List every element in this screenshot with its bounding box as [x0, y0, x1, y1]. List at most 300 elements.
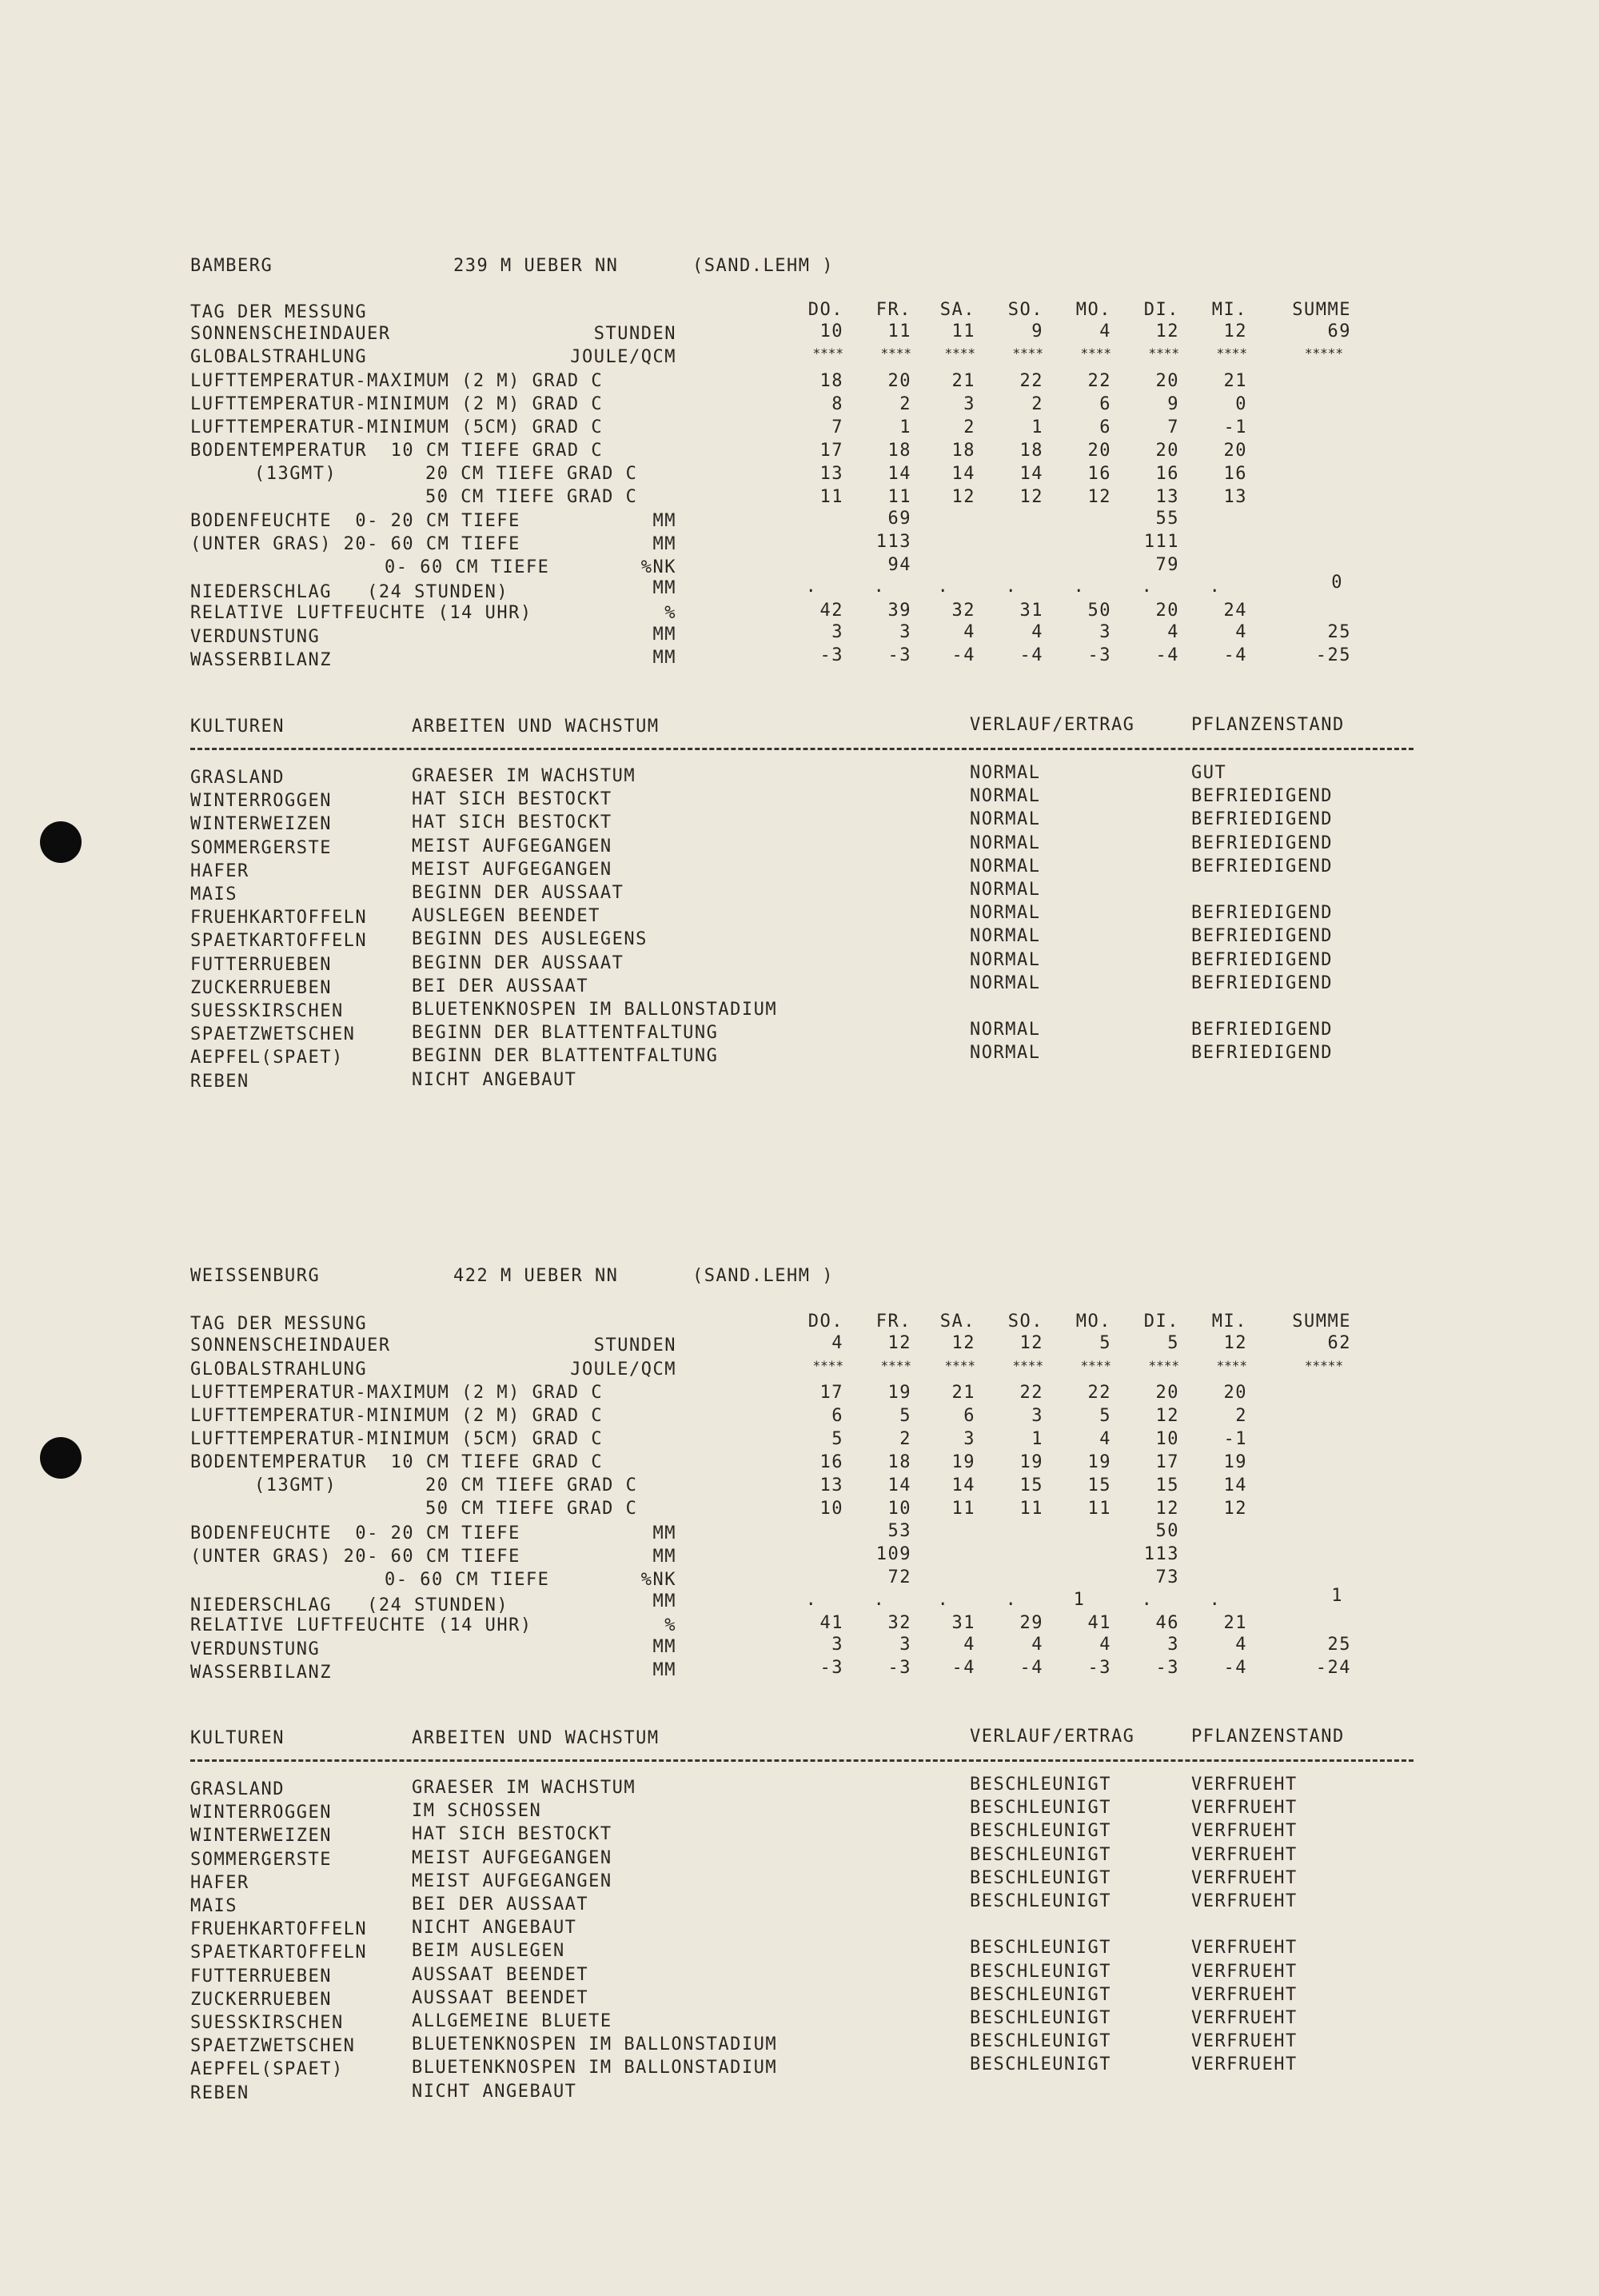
- header-arbeiten: ARBEITEN UND WACHSTUM: [412, 717, 660, 737]
- boden20-value: 14: [887, 1475, 911, 1495]
- crop-progress: BESCHLEUNIGT: [970, 1798, 1111, 1818]
- label-sonnenscheindauer: SONNENSCHEINDAUER: [190, 1336, 391, 1356]
- moisture-20-fr: 53: [887, 1521, 911, 1541]
- crop-progress: NORMAL: [970, 809, 1041, 829]
- crop-condition: VERFRUEHT: [1191, 1962, 1298, 1982]
- humidity-value: 39: [887, 601, 911, 621]
- crop-condition: VERFRUEHT: [1191, 1985, 1298, 2005]
- precipitation-value: .: [1141, 1590, 1154, 1610]
- sunshine-value: 4: [1099, 321, 1111, 341]
- precipitation-value: .: [873, 577, 886, 597]
- tmax-value: 21: [1223, 371, 1247, 391]
- sunshine-value: 9: [1031, 321, 1043, 341]
- unit-percent: %: [664, 603, 676, 623]
- radiation-missing: ****: [1080, 345, 1111, 361]
- crop-activity: NICHT ANGEBAUT: [412, 1070, 577, 1090]
- sunshine-sum: 62: [1327, 1333, 1351, 1353]
- humidity-value: 41: [1087, 1613, 1111, 1633]
- boden10-value: 19: [951, 1452, 975, 1472]
- label-tmax: LUFTTEMPERATUR-MAXIMUM (2 M) GRAD C: [190, 1383, 604, 1403]
- evaporation-value: 4: [1167, 622, 1179, 642]
- label-boden20: 20 CM TIEFE GRAD C: [425, 464, 638, 484]
- crop-progress: NORMAL: [970, 857, 1041, 876]
- day-header: MO.: [1075, 1312, 1111, 1332]
- crop-name: FUTTERRUEBEN: [190, 1967, 332, 1987]
- crop-condition: VERFRUEHT: [1191, 1891, 1298, 1911]
- crop-activity: HAT SICH BESTOCKT: [412, 813, 612, 833]
- humidity-value: 32: [951, 601, 975, 621]
- unit-stunden: STUNDEN: [593, 324, 676, 344]
- crop-progress: NORMAL: [970, 833, 1041, 853]
- sunshine-value: 12: [951, 1333, 975, 1353]
- day-header: FR.: [875, 1312, 911, 1332]
- crop-condition: VERFRUEHT: [1191, 2031, 1298, 2051]
- label-bodenfeuchte-60: (UNTER GRAS) 20- 60 CM TIEFE: [190, 534, 520, 554]
- day-header: SA.: [939, 300, 975, 320]
- crop-name: WINTERROGGEN: [190, 791, 332, 811]
- label-tmin5: LUFTTEMPERATUR-MINIMUM (5CM) GRAD C: [190, 1429, 604, 1449]
- tmax-value: 22: [1019, 1383, 1043, 1403]
- tmin5-value: 3: [963, 1429, 975, 1449]
- boden50-value: 10: [819, 1499, 843, 1519]
- tmax-value: 19: [887, 1383, 911, 1403]
- crop-progress: NORMAL: [970, 973, 1041, 993]
- crop-condition: VERFRUEHT: [1191, 2054, 1298, 2074]
- boden50-value: 12: [1087, 487, 1111, 507]
- radiation-missing: ****: [944, 345, 975, 361]
- crop-progress: BESCHLEUNIGT: [970, 1891, 1111, 1911]
- precipitation-value: .: [937, 1590, 950, 1610]
- summe-header: SUMME: [1292, 300, 1351, 320]
- water-balance-value: -3: [1155, 1658, 1179, 1678]
- unit-mm: MM: [652, 1591, 676, 1611]
- tmax-value: 17: [819, 1383, 843, 1403]
- tmin5-value: 6: [1099, 417, 1111, 437]
- crop-activity: BLUETENKNOSPEN IM BALLONSTADIUM: [412, 2034, 778, 2054]
- boden20-value: 14: [1223, 1475, 1247, 1495]
- moisture-060-fr: 72: [887, 1567, 911, 1587]
- crop-progress: BESCHLEUNIGT: [970, 1962, 1111, 1982]
- water-balance-value: -4: [1223, 1658, 1247, 1678]
- crop-condition: GUT: [1191, 763, 1227, 783]
- boden50-value: 12: [1223, 1499, 1247, 1519]
- label-niederschlag: NIEDERSCHLAG (24 STUNDEN): [190, 1595, 509, 1615]
- radiation-missing: ****: [812, 345, 843, 361]
- tmin2-value: 6: [831, 1406, 843, 1426]
- boden20-value: 15: [1087, 1475, 1111, 1495]
- sunshine-value: 11: [951, 321, 975, 341]
- tmin2-value: 5: [899, 1406, 911, 1426]
- crop-activity: MEIST AUFGEGANGEN: [412, 1871, 612, 1891]
- crop-condition: VERFRUEHT: [1191, 1798, 1298, 1818]
- crop-condition: BEFRIEDIGEND: [1191, 973, 1333, 993]
- precipitation-value: .: [1005, 577, 1018, 597]
- radiation-missing: ****: [1080, 1358, 1111, 1373]
- label-globalstrahlung: GLOBALSTRAHLUNG: [190, 347, 368, 367]
- header-pflanzenstand: PFLANZENSTAND: [1191, 1727, 1345, 1747]
- crop-activity: BEGINN DER BLATTENTFALTUNG: [412, 1046, 719, 1066]
- boden50-value: 13: [1223, 487, 1247, 507]
- tmin2-value: 3: [1031, 1406, 1043, 1426]
- day-header: DI.: [1143, 1312, 1179, 1332]
- crop-condition: VERFRUEHT: [1191, 2008, 1298, 2028]
- boden20-value: 14: [951, 1475, 975, 1495]
- header-kulturen: KULTUREN: [190, 1728, 285, 1748]
- humidity-value: 41: [819, 1613, 843, 1633]
- crop-progress: NORMAL: [970, 926, 1041, 946]
- day-header: DO.: [807, 1312, 843, 1332]
- humidity-value: 42: [819, 601, 843, 621]
- crop-activity: BEI DER AUSSAAT: [412, 976, 589, 996]
- crop-progress: BESCHLEUNIGT: [970, 1775, 1111, 1795]
- crop-progress: BESCHLEUNIGT: [970, 2031, 1111, 2051]
- crop-condition: BEFRIEDIGEND: [1191, 926, 1333, 946]
- radiation-missing: ****: [880, 345, 911, 361]
- label-bodenfeuchte-060: 0- 60 CM TIEFE: [385, 557, 550, 577]
- evaporation-value: 4: [1099, 1635, 1111, 1655]
- tmin5-value: -1: [1223, 1429, 1247, 1449]
- crop-condition: BEFRIEDIGEND: [1191, 833, 1333, 853]
- label-tmin2: LUFTTEMPERATUR-MINIMUM (2 M) GRAD C: [190, 394, 604, 414]
- evaporation-value: 3: [1167, 1635, 1179, 1655]
- radiation-missing: ****: [1216, 345, 1247, 361]
- water-balance-value: -3: [819, 1658, 843, 1678]
- crop-name: SPAETKARTOFFELN: [190, 931, 368, 951]
- boden10-value: 19: [1019, 1452, 1043, 1472]
- boden50-value: 11: [951, 1499, 975, 1519]
- precipitation-sum: 1: [1331, 1586, 1343, 1606]
- unit-mm: MM: [652, 1547, 676, 1567]
- label-boden10: BODENTEMPERATUR 10 CM TIEFE GRAD C: [190, 1452, 604, 1472]
- precipitation-value: .: [805, 577, 818, 597]
- crop-name: AEPFEL(SPAET): [190, 1048, 344, 1068]
- crop-condition: VERFRUEHT: [1191, 1775, 1298, 1795]
- sunshine-value: 12: [1019, 1333, 1043, 1353]
- crop-name: HAFER: [190, 1873, 249, 1893]
- boden10-value: 20: [1155, 441, 1179, 461]
- day-header: MO.: [1075, 300, 1111, 320]
- sunshine-sum: 69: [1327, 321, 1351, 341]
- tmax-value: 22: [1087, 1383, 1111, 1403]
- water-balance-value: -3: [1087, 1658, 1111, 1678]
- crop-progress: BESCHLEUNIGT: [970, 1845, 1111, 1865]
- boden20-value: 16: [1087, 464, 1111, 484]
- label-boden20: 20 CM TIEFE GRAD C: [425, 1475, 638, 1495]
- unit-joule: JOULE/QCM: [570, 347, 676, 367]
- station-elevation: 239 M UEBER NN: [453, 256, 619, 276]
- evaporation-value: 3: [831, 1635, 843, 1655]
- evaporation-value: 4: [1235, 1635, 1247, 1655]
- crop-name: REBEN: [190, 1072, 249, 1092]
- station-elevation: 422 M UEBER NN: [453, 1266, 619, 1286]
- tmin2-value: 8: [831, 394, 843, 414]
- crop-activity: MEIST AUFGEGANGEN: [412, 1848, 612, 1868]
- crop-progress: BESCHLEUNIGT: [970, 2008, 1111, 2028]
- boden10-value: 20: [1223, 441, 1247, 461]
- tmin2-value: 9: [1167, 394, 1179, 414]
- radiation-sum-missing: *****: [1304, 1358, 1343, 1373]
- soil-type: (SAND.LEHM ): [692, 256, 834, 276]
- crop-condition: VERFRUEHT: [1191, 1845, 1298, 1865]
- precipitation-value: .: [805, 1590, 818, 1610]
- tmin5-value: 10: [1155, 1429, 1179, 1449]
- humidity-value: 32: [887, 1613, 911, 1633]
- sunshine-value: 11: [887, 321, 911, 341]
- tmin5-value: 2: [963, 417, 975, 437]
- crop-condition: VERFRUEHT: [1191, 1821, 1298, 1841]
- evaporation-value: 4: [1031, 622, 1043, 642]
- boden50-value: 10: [887, 1499, 911, 1519]
- boden10-value: 18: [951, 441, 975, 461]
- evaporation-value: 3: [831, 622, 843, 642]
- crop-name: SPAETZWETSCHEN: [190, 2036, 356, 2056]
- boden50-value: 12: [951, 487, 975, 507]
- unit-percent: %: [664, 1615, 676, 1635]
- crop-condition: BEFRIEDIGEND: [1191, 809, 1333, 829]
- boden20-value: 14: [887, 464, 911, 484]
- day-header: SO.: [1007, 300, 1043, 320]
- tmin2-value: 3: [963, 394, 975, 414]
- water-balance-value: -4: [1223, 645, 1247, 665]
- humidity-value: 31: [951, 1613, 975, 1633]
- crop-activity: NICHT ANGEBAUT: [412, 2082, 577, 2102]
- header-pflanzenstand: PFLANZENSTAND: [1191, 715, 1345, 735]
- boden20-value: 16: [1223, 464, 1247, 484]
- water-balance-value: -3: [887, 645, 911, 665]
- crop-name: FUTTERRUEBEN: [190, 955, 332, 975]
- sunshine-value: 12: [1223, 321, 1247, 341]
- humidity-value: 24: [1223, 601, 1247, 621]
- crop-activity: BEGINN DER BLATTENTFALTUNG: [412, 1023, 719, 1043]
- boden20-value: 13: [819, 1475, 843, 1495]
- label-bodenfeuchte-20: BODENFEUCHTE 0- 20 CM TIEFE: [190, 1523, 520, 1543]
- unit-mm: MM: [652, 534, 676, 554]
- soil-type: (SAND.LEHM ): [692, 1266, 834, 1286]
- moisture-060-di: 79: [1155, 555, 1179, 575]
- boden10-value: 20: [1087, 441, 1111, 461]
- boden20-value: 14: [1019, 464, 1043, 484]
- water-balance-value: -3: [1087, 645, 1111, 665]
- crop-activity: HAT SICH BESTOCKT: [412, 789, 612, 809]
- tmin5-value: 1: [1031, 417, 1043, 437]
- crop-activity: BEI DER AUSSAAT: [412, 1895, 589, 1915]
- water-balance-value: -4: [1155, 645, 1179, 665]
- unit-mm: MM: [652, 1637, 676, 1657]
- header-kulturen: KULTUREN: [190, 717, 285, 737]
- evaporation-value: 3: [899, 1635, 911, 1655]
- humidity-value: 31: [1019, 601, 1043, 621]
- moisture-60-di: 113: [1143, 1544, 1179, 1564]
- crop-name: REBEN: [190, 2083, 249, 2103]
- precipitation-value: .: [1141, 577, 1154, 597]
- label-relative-luftfeuchte: RELATIVE LUFTFEUCHTE (14 UHR): [190, 1615, 532, 1635]
- boden20-value: 15: [1155, 1475, 1179, 1495]
- precipitation-value: .: [873, 1590, 886, 1610]
- boden20-value: 16: [1155, 464, 1179, 484]
- station-name: BAMBERG: [190, 256, 273, 276]
- moisture-60-fr: 113: [875, 532, 911, 552]
- day-header: MI.: [1211, 300, 1247, 320]
- crop-name: FRUEHKARTOFFELN: [190, 908, 368, 928]
- day-header: DO.: [807, 300, 843, 320]
- label-sonnenscheindauer: SONNENSCHEINDAUER: [190, 324, 391, 344]
- sunshine-value: 10: [819, 321, 843, 341]
- water-balance-sum: -25: [1315, 645, 1351, 665]
- sunshine-value: 12: [1223, 1333, 1247, 1353]
- crop-activity: BLUETENKNOSPEN IM BALLONSTADIUM: [412, 1000, 778, 1020]
- unit-stunden: STUNDEN: [593, 1336, 676, 1356]
- crop-activity: BEGINN DER AUSSAAT: [412, 953, 624, 973]
- sunshine-value: 4: [831, 1333, 843, 1353]
- water-balance-value: -3: [887, 1658, 911, 1678]
- boden50-value: 11: [887, 487, 911, 507]
- tmin5-value: 7: [1167, 417, 1179, 437]
- boden10-value: 17: [1155, 1452, 1179, 1472]
- crop-name: ZUCKERRUEBEN: [190, 978, 332, 998]
- boden10-value: 17: [819, 441, 843, 461]
- crop-name: WINTERWEIZEN: [190, 814, 332, 834]
- crop-activity: BEIM AUSLEGEN: [412, 1941, 565, 1961]
- crop-progress: NORMAL: [970, 880, 1041, 900]
- label-bodenfeuchte-60: (UNTER GRAS) 20- 60 CM TIEFE: [190, 1547, 520, 1567]
- tmin2-value: 12: [1155, 1406, 1179, 1426]
- tmin2-value: 2: [1031, 394, 1043, 414]
- crop-progress: NORMAL: [970, 1043, 1041, 1063]
- sunshine-value: 12: [887, 1333, 911, 1353]
- tmax-value: 22: [1087, 371, 1111, 391]
- unit-nk: %NK: [640, 1570, 676, 1590]
- crop-name: SUESSKIRSCHEN: [190, 2013, 344, 2033]
- humidity-value: 29: [1019, 1613, 1043, 1633]
- moisture-20-fr: 69: [887, 509, 911, 529]
- punch-hole: [40, 1437, 82, 1479]
- radiation-sum-missing: *****: [1304, 345, 1343, 361]
- crop-progress: BESCHLEUNIGT: [970, 1985, 1111, 2005]
- precipitation-value: .: [1005, 1590, 1018, 1610]
- label-wasserbilanz: WASSERBILANZ: [190, 1663, 332, 1683]
- moisture-60-di: 111: [1143, 532, 1179, 552]
- crop-activity: AUSLEGEN BEENDET: [412, 906, 600, 926]
- tmax-value: 20: [887, 371, 911, 391]
- crop-name: MAIS: [190, 1896, 237, 1916]
- crop-name: SPAETKARTOFFELN: [190, 1943, 368, 1963]
- day-header: SA.: [939, 1312, 975, 1332]
- crop-activity: AUSSAAT BEENDET: [412, 1988, 589, 2008]
- day-header: DI.: [1143, 300, 1179, 320]
- evaporation-value: 3: [899, 622, 911, 642]
- crop-condition: BEFRIEDIGEND: [1191, 903, 1333, 923]
- tmin2-value: 6: [963, 1406, 975, 1426]
- radiation-missing: ****: [1012, 345, 1043, 361]
- radiation-missing: ****: [1012, 1358, 1043, 1373]
- water-balance-sum: -24: [1315, 1658, 1351, 1678]
- boden50-value: 11: [1019, 1499, 1043, 1519]
- crop-progress: NORMAL: [970, 950, 1041, 970]
- unit-joule: JOULE/QCM: [570, 1360, 676, 1380]
- moisture-060-di: 73: [1155, 1567, 1179, 1587]
- header-verlauf: VERLAUF/ERTRAG: [970, 715, 1135, 735]
- label-verdunstung: VERDUNSTUNG: [190, 1639, 321, 1659]
- label-bodenfeuchte-20: BODENFEUCHTE 0- 20 CM TIEFE: [190, 511, 520, 531]
- dashed-separator: [190, 748, 1414, 750]
- radiation-missing: ****: [880, 1358, 911, 1373]
- unit-mm: MM: [652, 578, 676, 598]
- day-header: MI.: [1211, 1312, 1247, 1332]
- radiation-missing: ****: [944, 1358, 975, 1373]
- crop-name: SOMMERGERSTE: [190, 1850, 332, 1870]
- label-boden50: 50 CM TIEFE GRAD C: [425, 487, 638, 507]
- unit-mm: MM: [652, 625, 676, 645]
- evaporation-value: 3: [1099, 622, 1111, 642]
- water-balance-value: -3: [819, 645, 843, 665]
- tmin2-value: 5: [1099, 1406, 1111, 1426]
- tmax-value: 20: [1155, 1383, 1179, 1403]
- tmin2-value: 6: [1099, 394, 1111, 414]
- tmin2-value: 0: [1235, 394, 1247, 414]
- boden20-value: 14: [951, 464, 975, 484]
- crop-progress: BESCHLEUNIGT: [970, 1821, 1111, 1841]
- boden10-value: 16: [819, 1452, 843, 1472]
- crop-name: GRASLAND: [190, 1779, 285, 1799]
- crop-condition: BEFRIEDIGEND: [1191, 950, 1333, 970]
- label-tmin5: LUFTTEMPERATUR-MINIMUM (5CM) GRAD C: [190, 417, 604, 437]
- water-balance-value: -4: [951, 1658, 975, 1678]
- crop-name: ZUCKERRUEBEN: [190, 1990, 332, 2010]
- crop-name: SOMMERGERSTE: [190, 838, 332, 858]
- precipitation-value: .: [1209, 1590, 1222, 1610]
- punch-hole: [40, 821, 82, 863]
- crop-activity: BEGINN DES AUSLEGENS: [412, 929, 648, 949]
- moisture-20-di: 55: [1155, 509, 1179, 529]
- water-balance-value: -4: [1019, 1658, 1043, 1678]
- humidity-value: 20: [1155, 601, 1179, 621]
- crop-progress: BESCHLEUNIGT: [970, 1938, 1111, 1958]
- label-boden10: BODENTEMPERATUR 10 CM TIEFE GRAD C: [190, 441, 604, 461]
- label-tmin2: LUFTTEMPERATUR-MINIMUM (2 M) GRAD C: [190, 1406, 604, 1426]
- label-verdunstung: VERDUNSTUNG: [190, 627, 321, 647]
- crop-name: SPAETZWETSCHEN: [190, 1024, 356, 1044]
- crop-activity: IM SCHOSSEN: [412, 1801, 542, 1821]
- tmin5-value: 5: [831, 1429, 843, 1449]
- label-13gmt: (13GMT): [254, 464, 337, 484]
- boden10-value: 19: [1223, 1452, 1247, 1472]
- label-bodenfeuchte-060: 0- 60 CM TIEFE: [385, 1570, 550, 1590]
- precipitation-sum: 0: [1331, 573, 1343, 593]
- boden10-value: 18: [887, 441, 911, 461]
- label-tag-der-messung: TAG DER MESSUNG: [190, 302, 368, 322]
- dashed-separator: [190, 1759, 1414, 1762]
- moisture-60-fr: 109: [875, 1544, 911, 1564]
- tmin5-value: 4: [1099, 1429, 1111, 1449]
- crop-name: GRASLAND: [190, 768, 285, 788]
- tmax-value: 22: [1019, 371, 1043, 391]
- crop-activity: BLUETENKNOSPEN IM BALLONSTADIUM: [412, 2058, 778, 2078]
- moisture-060-fr: 94: [887, 555, 911, 575]
- header-verlauf: VERLAUF/ERTRAG: [970, 1727, 1135, 1747]
- tmin2-value: 2: [1235, 1406, 1247, 1426]
- day-header: SO.: [1007, 1312, 1043, 1332]
- boden10-value: 19: [1087, 1452, 1111, 1472]
- tmin5-value: 7: [831, 417, 843, 437]
- evaporation-value: 4: [963, 1635, 975, 1655]
- tmax-value: 18: [819, 371, 843, 391]
- crop-activity: AUSSAAT BEENDET: [412, 1965, 589, 1985]
- tmax-value: 20: [1223, 1383, 1247, 1403]
- boden20-value: 15: [1019, 1475, 1043, 1495]
- radiation-missing: ****: [1216, 1358, 1247, 1373]
- boden10-value: 18: [1019, 441, 1043, 461]
- precipitation-value: .: [937, 577, 950, 597]
